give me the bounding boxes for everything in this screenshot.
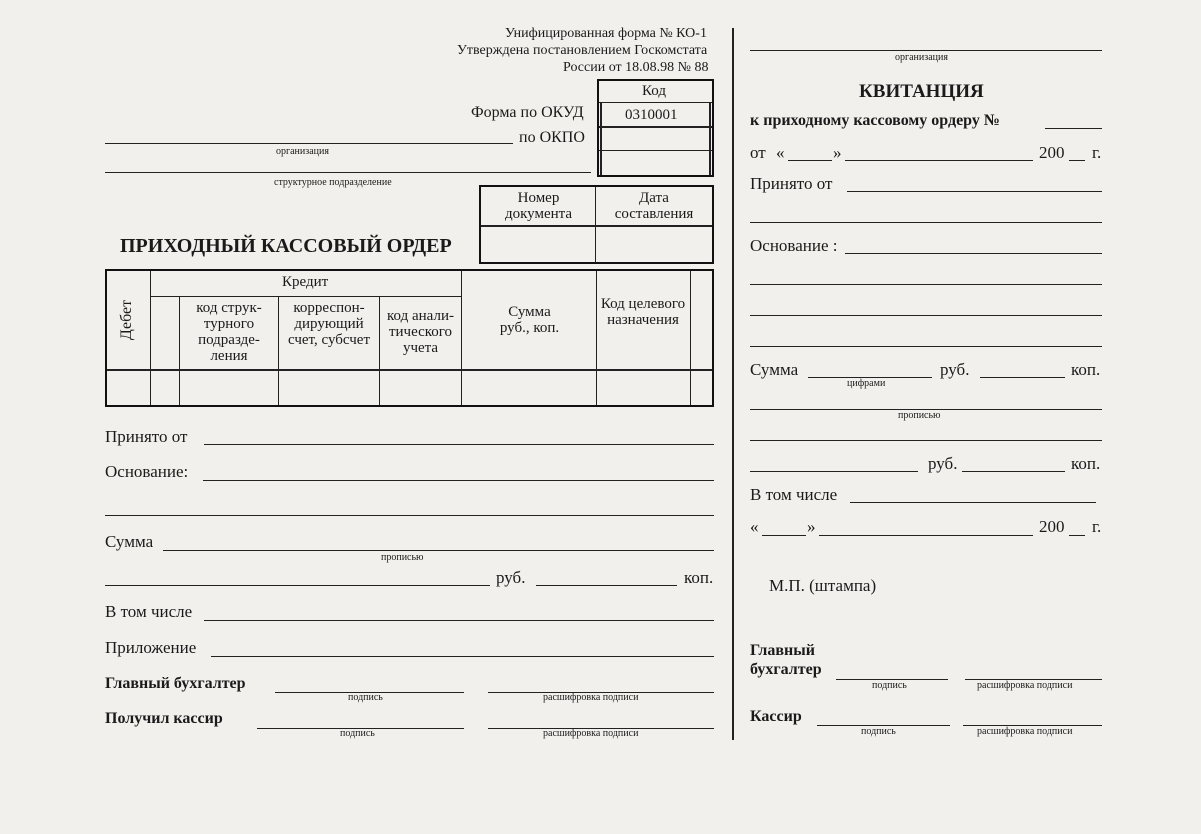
receipt-month-line[interactable] [845, 160, 1033, 161]
receipt-basis-line[interactable] [845, 253, 1102, 254]
receipt-chief-decoding-caption: расшифровка подписи [977, 680, 1073, 691]
kop-line[interactable] [536, 585, 677, 586]
receipt-sum-label: Сумма [750, 360, 799, 379]
receipt-cashier-signature-caption: подпись [861, 726, 896, 737]
receipt-date-quote-open: « [750, 517, 759, 536]
basis-line[interactable] [203, 480, 714, 481]
stamp-label: М.П. (штампа) [769, 576, 877, 595]
receipt-quote-open: « [776, 143, 785, 162]
credit-header: Кредит [282, 274, 329, 290]
receipt-received-from-label: Принято от [750, 174, 833, 193]
receipt-cashier-label: Кассир [750, 708, 802, 725]
col-sum: Сумма руб., коп. [499, 304, 560, 336]
receipt-in-words-caption: прописью [898, 410, 941, 421]
including-label: В том числе [105, 602, 193, 621]
sum-line-2[interactable] [105, 585, 490, 586]
chief-accountant-signature-caption: подпись [348, 692, 383, 703]
col-corr-account: корреспон-дирующий счет, субсчет [288, 300, 370, 348]
attachment-label: Приложение [105, 638, 197, 657]
sum-in-words-caption: прописью [381, 552, 424, 563]
attachment-line[interactable] [211, 656, 714, 657]
page-title: ПРИХОДНЫЙ КАССОВЫЙ ОРДЕР [120, 235, 452, 257]
receipt-basis-line-2[interactable] [750, 284, 1102, 285]
receipt-including-label: В том числе [750, 485, 838, 504]
receipt-kop-label-2: коп. [1071, 454, 1101, 473]
form-header-line-1: Унифицированная форма № КО-1 [505, 26, 707, 41]
doc-number-field[interactable] [483, 229, 593, 260]
receipt-rub-label-2: руб. [928, 454, 958, 473]
doc-number-header: Номер документа [504, 190, 573, 222]
receipt-date-year-suffix: г. [1092, 517, 1102, 536]
receipt-sum-line-2[interactable] [750, 471, 918, 472]
received-from-line[interactable] [204, 444, 714, 445]
okud-label: Форма по ОКУД [471, 104, 584, 121]
receipt-rub-label: руб. [940, 360, 970, 379]
receipt-date-quote-close: » [807, 517, 816, 536]
doc-date-field[interactable] [598, 229, 710, 260]
cashier-decoding-caption: расшифровка подписи [543, 728, 639, 739]
receipt-cashier-decoding-caption: расшифровка подписи [977, 726, 1073, 737]
receipt-in-words-line-2[interactable] [750, 440, 1102, 441]
receipt-title: КВИТАНЦИЯ [859, 81, 984, 102]
sum-line[interactable] [163, 550, 714, 551]
receipt-date-month-line[interactable] [819, 535, 1033, 536]
okud-code: 0310001 [625, 107, 678, 123]
receipt-subtitle: к приходному кассовому ордеру № [750, 112, 1000, 129]
receipt-organization-caption: организация [895, 52, 948, 63]
debit-header: Дебет [118, 299, 135, 341]
receipt-basis-label: Основание : [750, 236, 838, 255]
kop-label: коп. [684, 568, 714, 587]
chief-accountant-label: Главный бухгалтер [105, 675, 246, 692]
receipt-from-label: от [750, 143, 766, 162]
organization-caption: организация [276, 146, 329, 157]
receipt-basis-line-4[interactable] [750, 346, 1102, 347]
doc-date-header: Дата составления [614, 190, 694, 222]
receipt-year-line[interactable] [1069, 160, 1085, 161]
receipt-kop-line-2[interactable] [962, 471, 1065, 472]
department-caption: структурное подразделение [274, 177, 392, 188]
okpo-label: по ОКПО [519, 129, 585, 146]
organization-line[interactable] [105, 143, 513, 144]
basis-line-2[interactable] [105, 515, 714, 516]
receipt-number-line[interactable] [1045, 128, 1102, 129]
receipt-day-line[interactable] [788, 160, 832, 161]
receipt-date-day-line[interactable] [762, 535, 806, 536]
sum-label: Сумма [105, 532, 154, 551]
code-header: Код [642, 83, 666, 99]
receipt-organization-line[interactable] [750, 50, 1102, 51]
receipt-kop-label: коп. [1071, 360, 1101, 379]
col-analytic-code: код анали-тического учета [387, 308, 454, 356]
col-target-code: Код целевого назначения [600, 296, 686, 328]
rub-label: руб. [496, 568, 526, 587]
form-header-line-3: России от 18.08.98 № 88 [563, 60, 709, 75]
receipt-date-year-line[interactable] [1069, 535, 1085, 536]
basis-label: Основание: [105, 462, 189, 481]
received-from-label: Принято от [105, 427, 188, 446]
receipt-including-line[interactable] [850, 502, 1096, 503]
receipt-received-from-line[interactable] [847, 191, 1102, 192]
including-line[interactable] [204, 620, 714, 621]
col-dept-code: код струк-турного подразде-ления [196, 300, 262, 364]
cashier-signature-caption: подпись [340, 728, 375, 739]
cashier-received-label: Получил кассир [105, 710, 223, 727]
receipt-year-prefix: 200 [1039, 143, 1065, 162]
department-line[interactable] [105, 172, 591, 173]
receipt-chief-accountant-label-2: бухгалтер [750, 661, 822, 678]
receipt-date-year-prefix: 200 [1039, 517, 1065, 536]
receipt-chief-accountant-label-1: Главный [750, 642, 815, 659]
receipt-year-suffix: г. [1092, 143, 1102, 162]
chief-accountant-decoding-caption: расшифровка подписи [543, 692, 639, 703]
form-header-line-2: Утверждена постановлением Госкомстата [457, 43, 708, 58]
cut-line [732, 28, 734, 740]
receipt-chief-signature-caption: подпись [872, 680, 907, 691]
receipt-kop-line[interactable] [980, 377, 1065, 378]
receipt-in-figures-caption: цифрами [847, 378, 886, 389]
receipt-basis-line-3[interactable] [750, 315, 1102, 316]
receipt-received-from-line-2[interactable] [750, 222, 1102, 223]
receipt-quote-close: » [833, 143, 842, 162]
